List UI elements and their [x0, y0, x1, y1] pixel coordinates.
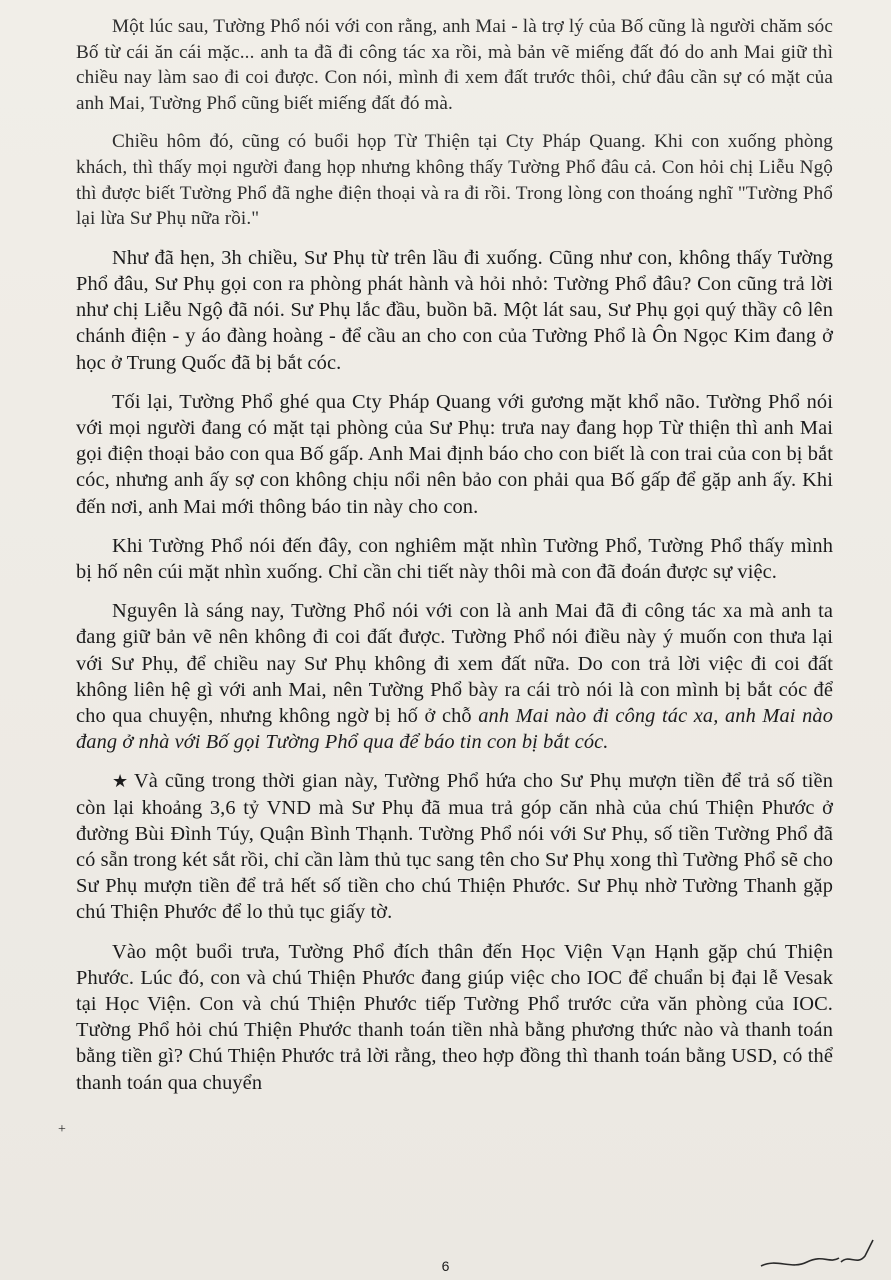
paragraph-1: Một lúc sau, Tường Phổ nói với con rằng, anh Mai - là trợ lý của Bố cũng là người chăm sóc Bố từ cái ăn cái mặc... anh ta đã đi công tác xa rồi, mà bản vẽ miếng đất đó do anh Mai giữ thì chiều nay làm sao đi coi được. Con nói, mình đi xem đất trước thôi, chứ đâu cần sự có mặt của anh Mai, Tường Phổ cũng biết miếng đất đó mà.: [76, 16, 833, 114]
paragraph-3: Như đã hẹn, 3h chiều, Sư Phụ từ trên lầu đi xuống. Cũng như con, không thấy Tường Phổ đâu, Sư Phụ gọi con ra phòng phát hành và hỏi nhỏ: Tường Phổ đâu? Con cũng trả lời như chị Liễu Ngộ đã nói. Sư Phụ lắc đầu, buồn bã. Một lát sau, Sư Phụ gọi quý thầy cô lên chánh điện - y áo đàng hoàng - để cầu an cho con của Tường Phổ là Ôn Ngọc Kim đang ở học ở Trung Quốc đã bị bắt cóc.: [76, 246, 833, 374]
paragraph-8: Vào một buổi trưa, Tường Phổ đích thân đến Học Viện Vạn Hạnh gặp chú Thiện Phước. Lúc đó, con và chú Thiện Phước đang giúp việc cho IOC để chuẩn bị đại lễ Vesak tại Học Viện. Con và chú Thiện Phước tiếp Tường Phổ trước cửa văn phòng của IOC. Tường Phổ hỏi chú Thiện Phước thanh toán tiền nhà bằng phương thức nào và thanh toán bằng tiền gì? Chú Thiện Phước trả lời rằng, theo hợp đồng thì thanh toán bằng USD, có thể thanh toán qua chuyển: [76, 940, 833, 1094]
margin-mark-icon: +: [58, 1122, 66, 1137]
star-icon: ★: [112, 771, 130, 792]
italic-phrase: anh Mai nào đi công tác xa, anh Mai nào đang ở nhà với Bố gọi Tường Phổ qua để báo tin con bị bắt cóc.: [76, 705, 833, 754]
paragraph-7-text: Và cũng trong thời gian này, Tường Phổ hứa cho Sư Phụ mượn tiền để trả số tiền còn lại khoảng 3,6 tỷ VND mà Sư Phụ đã mua trả góp căn nhà của chú Thiện Phước ở đường Bùi Đình Túy, Quận Bình Thạnh. Tường Phổ nói với Sư Phụ, số tiền Tường Phổ đã có sẵn trong két sắt rồi, chỉ cần làm thủ tục sang tên cho Sư Phụ xong thì Tường Phổ sẽ cho Sư Phụ mượn tiền để trả hết số tiền cho chú Thiện Phước. Sư Phụ nhờ Tường Thanh gặp chú Thiện Phước để lo thủ tục giấy tờ.: [76, 770, 833, 924]
paragraph-4: Tối lại, Tường Phổ ghé qua Cty Pháp Quang với gương mặt khổ não. Tường Phổ nói với mọi người đang có mặt tại phòng của Sư Phụ: trưa nay đang họp Từ thiện thì anh Mai gọi điện thoại bảo con qua Bố gấp. Anh Mai định báo cho con biết là con trai của con bị bắt cóc, nhưng anh ấy sợ con không chịu nổi nên bảo con phải qua Bố gấp để gặp anh ấy. Khi đến nơi, anh Mai mới thông báo tin này cho con.: [76, 390, 833, 518]
page-number: 6: [441, 1258, 450, 1274]
paragraph-7: [76, 768, 833, 925]
handwritten-signature-icon: [757, 1236, 877, 1276]
paragraph-6-text: Nguyên là sáng nay, Tường Phổ nói với con là anh Mai đã đi công tác xa mà anh ta đang giữ bản vẽ nên không đi coi đất được. Tường Phổ nói điều này ý muốn con thưa lại với Sư Phụ, để chiều nay Sư Phụ không đi xem đất nữa. Do con trả lời việc đi coi đất không liên hệ gì với anh Mai, nên Tường Phổ bày ra cái trò nói là con mình bị bắt cóc để cho qua chuyện, nhưng không ngờ bị hố ở chỗ: [76, 600, 833, 727]
paragraph-2: Chiều hôm đó, cũng có buổi họp Từ Thiện tại Cty Pháp Quang. Khi con xuống phòng khách, thì thấy mọi người đang họp nhưng không thấy Tường Phổ đâu cả. Con hỏi chị Liễu Ngộ thì được biết Tường Phổ đã nghe điện thoại và ra đi rồi. Trong lòng con thoáng nghĩ "Tường Phổ lại lừa Sư Phụ nữa rồi.": [76, 131, 833, 230]
paragraph-6: [76, 598, 833, 755]
paragraph-5: Khi Tường Phổ nói đến đây, con nghiêm mặt nhìn Tường Phổ, Tường Phổ thấy mình bị hố nên cúi mặt nhìn xuống. Chỉ cần chi tiết này thôi mà con đã đoán được sự việc.: [76, 534, 833, 583]
